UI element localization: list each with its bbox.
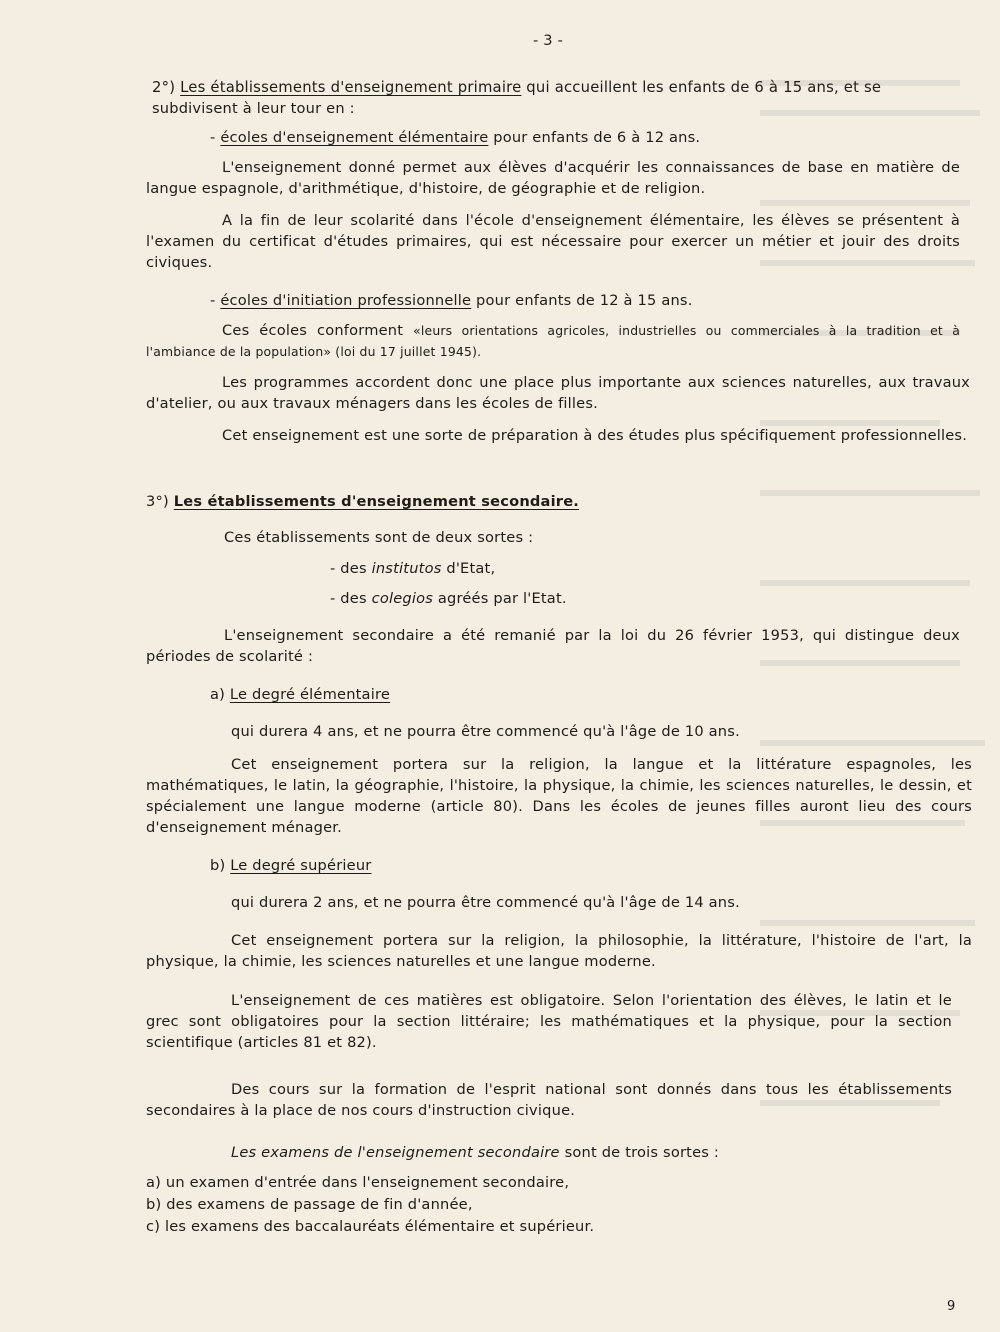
page-number: 9 xyxy=(947,1299,956,1314)
degree-a-duration: qui durera 4 ans, et ne pourra être commencé qu'à l'âge de 10 ans. xyxy=(231,723,740,740)
section2-paragraph-3 xyxy=(146,320,960,362)
section3-degree-a xyxy=(210,684,390,705)
exams-intro-italic: Les examens de l'enseignement secondaire xyxy=(231,1144,560,1161)
degree-b-paragraph-1: Cet enseignement portera sur la religion, la philosophie, la littérature, l'histoire de l'art, la physique, la chimie, les sciences naturelles et une langue moderne. xyxy=(146,932,972,970)
colegios-rest: agréés par l'Etat. xyxy=(433,590,567,607)
p3-tail: (loi du 17 juillet 1945). xyxy=(331,344,482,359)
p3-lead: Ces écoles conforment xyxy=(222,322,414,339)
exam-item-c: c) les examens des baccalauréats élémentaire et supérieur. xyxy=(146,1218,595,1235)
section2-intro: qui accueillent les enfants de 6 à 15 ans, et se xyxy=(521,79,882,96)
degree-a-title: Le degré élémentaire xyxy=(229,686,391,703)
degree-a-label: a) xyxy=(210,686,230,703)
degree-b-paragraph-3: Des cours sur la formation de l'esprit national sont donnés dans tous les établissements secondaires à la place de nos cours d'instruction civique. xyxy=(146,1081,952,1119)
section2-paragraph-4: Les programmes accordent donc une place plus importante aux sciences naturelles, aux travaux d'atelier, ou aux travaux ménagers dans les écoles de filles. xyxy=(146,374,970,412)
section2-heading-line xyxy=(152,77,881,98)
institutos-rest: d'Etat, xyxy=(441,560,496,577)
degree-b-title: Le degré supérieur xyxy=(230,857,372,874)
section3-number: 3°) xyxy=(146,493,169,510)
item-professional-rest: pour enfants de 12 à 15 ans. xyxy=(471,292,693,309)
section2-item-professional xyxy=(210,290,693,311)
p3-quote: «leurs orientations agricoles, industrielles ou commerciales à la tradition et à l'ambiance de la population» xyxy=(146,323,960,359)
section2-title: Les établissements d'enseignement primaire xyxy=(180,79,522,96)
item-elementary-rest: pour enfants de 6 à 12 ans. xyxy=(488,129,701,146)
page-header: - 3 - xyxy=(533,32,564,49)
list-dash: - des xyxy=(330,590,372,607)
exam-item-a: a) un examen d'entrée dans l'enseignement secondaire, xyxy=(146,1174,570,1191)
item-professional-title: écoles d'initiation professionnelle xyxy=(220,292,472,309)
institutos-term: institutos xyxy=(371,560,442,577)
degree-b-duration: qui durera 2 ans, et ne pourra être commencé qu'à l'âge de 14 ans. xyxy=(231,894,740,911)
exams-intro xyxy=(231,1142,719,1163)
item-elementary-title: écoles d'enseignement élémentaire xyxy=(220,129,489,146)
section3-list-institutos xyxy=(330,558,495,579)
section3-list-colegios xyxy=(330,588,567,609)
section3-degree-b xyxy=(210,855,371,876)
section2-intro-line2: subdivisent à leur tour en : xyxy=(152,100,355,117)
section3-heading-line xyxy=(146,491,579,512)
list-dash: - xyxy=(210,292,221,309)
degree-a-paragraph: Cet enseignement portera sur la religion, la langue et la littérature espagnoles, les mathématiques, le latin, la géographie, l'histoire, la physique, la chimie, les sciences naturelles, le dessin, et spécialement une langue moderne (article 80). Dans les écoles de jeunes filles auront lieu des cours d'enseignement ménager. xyxy=(146,756,972,836)
exam-item-b: b) des examens de passage de fin d'année, xyxy=(146,1196,473,1213)
degree-b-paragraph-2: L'enseignement de ces matières est obligatoire. Selon l'orientation des élèves, le latin et le grec sont obligatoires pour la section littéraire; les mathématiques et la physique, pour la section scientifique (articles 81 et 82). xyxy=(146,992,952,1051)
section2-paragraph-5: Cet enseignement est une sorte de préparation à des études plus spécifiquement professionnelles. xyxy=(222,427,968,444)
section2-item-elementary xyxy=(210,127,700,148)
section2-number: 2°) xyxy=(152,79,176,96)
list-dash: - des xyxy=(330,560,372,577)
degree-b-label: b) xyxy=(210,857,231,874)
exams-intro-rest: sont de trois sortes : xyxy=(559,1144,720,1161)
section2-paragraph-1: L'enseignement donné permet aux élèves d'acquérir les connaissances de base en matière de langue espagnole, d'arithmétique, d'histoire, de géographie et de religion. xyxy=(146,159,960,197)
colegios-term: colegios xyxy=(371,590,434,607)
section3-paragraph-1: L'enseignement secondaire a été remanié par la loi du 26 février 1953, qui distingue deux périodes de scolarité : xyxy=(146,627,960,665)
section2-paragraph-2: A la fin de leur scolarité dans l'école d'enseignement élémentaire, les élèves se présentent à l'examen du certificat d'études primaires, qui est nécessaire pour exercer un métier et jouir des droits civiques. xyxy=(146,212,960,271)
list-dash: - xyxy=(210,129,221,146)
section3-intro: Ces établissements sont de deux sortes : xyxy=(224,529,534,546)
section3-title: Les établissements d'enseignement secondaire. xyxy=(173,493,580,510)
